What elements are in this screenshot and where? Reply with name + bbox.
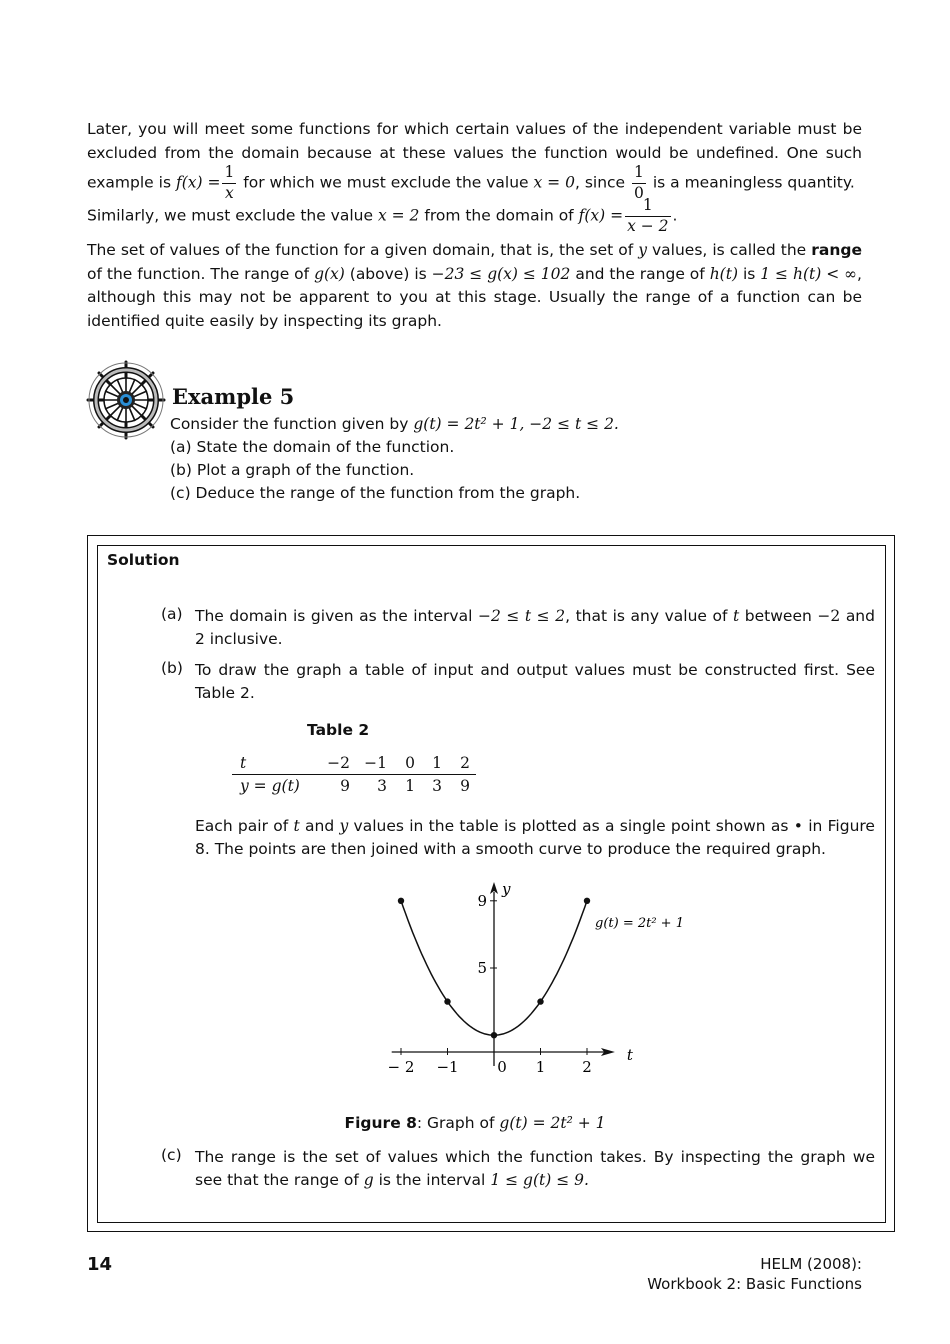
- page-number: 14: [87, 1254, 113, 1275]
- fraction-one-over-x: $\frac{1}{x}$: [224, 163, 235, 202]
- y-tick-label: 9: [477, 891, 487, 910]
- ship-wheel-icon: [86, 360, 166, 440]
- example-statement: Consider the function given by g(t) = 2t² + 1, −2 ≤ t ≤ 2.: [170, 415, 619, 433]
- data-point: [398, 898, 404, 904]
- figure-caption: Figure 8: Graph of g(t) = 2t² + 1: [344, 1114, 606, 1132]
- data-point: [537, 998, 543, 1004]
- x-tick-label: − 2: [387, 1058, 415, 1076]
- solution-b-text: To draw the graph a table of input and output values must be constructed first. See Table 2.: [195, 661, 875, 702]
- footer-workbook: Workbook 2: Basic Functions: [647, 1275, 862, 1293]
- solution-a-label: (a): [161, 605, 183, 623]
- footer-source-title: HELM (2008):: [760, 1255, 862, 1273]
- table-cell: 3: [432, 777, 442, 795]
- function-graph: [370, 870, 710, 1080]
- table-header-t: t: [232, 752, 322, 775]
- range-term: range: [811, 241, 863, 259]
- example-part-c: (c) Deduce the range of the function from the graph.: [170, 484, 581, 502]
- data-point: [444, 998, 450, 1004]
- fraction-one-over-x-minus-2: $\frac{1}{x - 2}$: [627, 196, 669, 235]
- table-cell: −2: [322, 752, 350, 775]
- x-tick-label: 2: [582, 1058, 592, 1076]
- data-point: [491, 1032, 497, 1038]
- table-row: [232, 775, 476, 798]
- example-part-a: (a) State the domain of the function.: [170, 438, 455, 456]
- x-tick-label: −1: [436, 1058, 459, 1076]
- plot-description: Each pair of t and y values in the table is plotted as a single point shown as • in Figure 8. The points are then joined with a smooth curve to produce the required graph.: [195, 817, 875, 858]
- table-cell: 2: [442, 752, 476, 775]
- table-cell: −1: [350, 752, 387, 775]
- intro-paragraph-3: The set of values of the function for a given domain, that is, the set of y values, is called the range of the function. The range of g(x) (above) is −23 ≤ g(x) ≤ 102 and the range of h(t) is 1 ≤ h(t) < ∞, although this may not be apparent to you at this stage. Usually the range of a function can be identified quite easily by inspecting its graph.: [87, 241, 863, 330]
- x-axis-label: t: [626, 1046, 633, 1064]
- intro-paragraph-1: Later, you will meet some functions for which certain values of the independent variable must be excluded from the domain because at these values the function would be undefined. One such example is f(x) = $\frac{1}{x}$ for which we must exclude the value x = 0, since $\frac{1}{0}$ is a meaningless quantity.: [87, 120, 862, 202]
- y-axis-label: y: [502, 880, 511, 898]
- solution-a-text: The domain is given as the interval −2 ≤ t ≤ 2, that is any value of t between −2 and 2 inclusive.: [195, 607, 875, 648]
- table-cell: 3: [377, 777, 387, 795]
- table-cell: 9: [460, 777, 470, 795]
- solution-heading: Solution: [107, 551, 180, 569]
- footer-source: [647, 1254, 862, 1294]
- table-row: [232, 752, 476, 775]
- table-header-y: y = g(t): [240, 777, 300, 795]
- data-point: [584, 898, 590, 904]
- x-tick-label: 1: [535, 1058, 546, 1076]
- example-part-b: (b) Plot a graph of the function.: [170, 461, 415, 479]
- table-caption: Table 2: [307, 721, 370, 739]
- table-cell: 0: [387, 752, 415, 775]
- x-tick-label: 0: [497, 1058, 507, 1076]
- solution-c-label: (c): [161, 1146, 182, 1164]
- table-cell: 1: [405, 777, 415, 795]
- table-cell: 9: [340, 777, 350, 795]
- function-label: g(t) = 2t² + 1: [595, 915, 684, 931]
- intro-paragraph-2: Similarly, we must exclude the value x = 2 from the domain of f(x) = $\frac{1}{x - 2}$ .: [87, 196, 678, 235]
- fraction-one-over-zero: $\frac{1}{0}$: [634, 163, 644, 202]
- solution-b-label: (b): [161, 659, 183, 677]
- y-tick-label: 5: [477, 959, 487, 977]
- solution-c-text: The range is the set of values which the function takes. By inspecting the graph we see that the range of g is the interval 1 ≤ g(t) ≤ 9.: [195, 1148, 875, 1189]
- table-cell: 1: [415, 752, 442, 775]
- example-title: Example 5: [172, 384, 295, 409]
- values-table: [232, 752, 476, 797]
